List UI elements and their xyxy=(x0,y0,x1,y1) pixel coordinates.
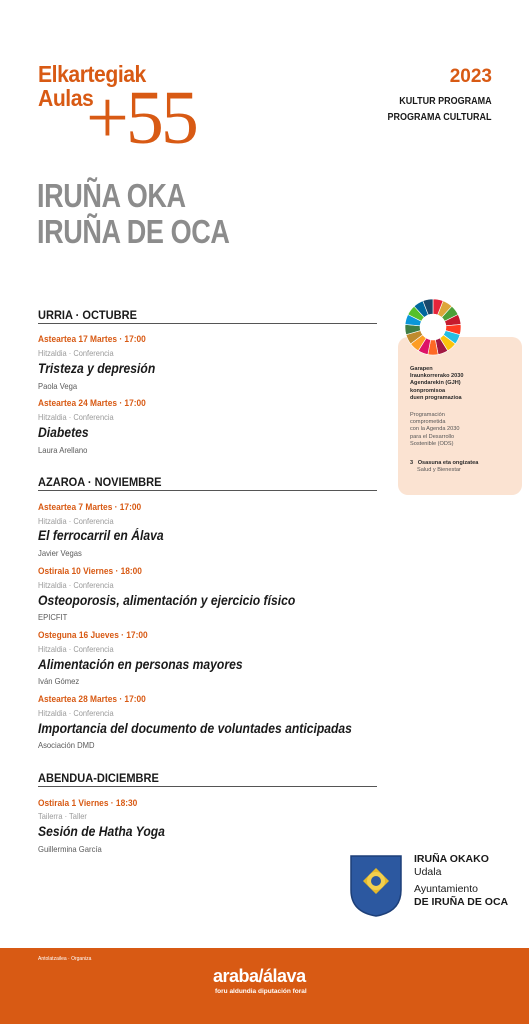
event-type: Hitzaldia · Conferencia xyxy=(38,708,114,718)
sdg-line: konpromisoa xyxy=(410,387,446,394)
municipality-es-line2: DE IRUÑA DE OCA xyxy=(414,896,509,908)
sdg-goal-es: Salud y Bienestar xyxy=(417,467,461,474)
event-title: Tristeza y depresión xyxy=(38,361,156,376)
event-type: Hitzaldia · Conferencia xyxy=(38,580,114,590)
sdg-line: para el Desarrollo xyxy=(410,433,455,440)
araba-alava-logo: araba/álava xyxy=(213,966,306,986)
event-title: Importancia del documento de voluntades anticipadas xyxy=(38,721,352,736)
event-title: Osteoporosis, alimentación y ejercicio físico xyxy=(38,593,296,608)
sdg-line: con la Agenda 2030 xyxy=(410,426,460,433)
sdg-line: Agendarekin (GJH) xyxy=(410,380,461,387)
event-type: Hitzaldia · Conferencia xyxy=(38,644,114,654)
coat-of-arms-icon xyxy=(349,854,403,918)
logo-line-elkartegiak: Elkartegiak xyxy=(38,61,146,87)
event-title: Sesión de Hatha Yoga xyxy=(38,824,165,839)
municipality-eu-line1: IRUÑA OKAKO xyxy=(414,853,489,865)
event-date: Asteartea 28 Martes · 17:00 xyxy=(38,694,146,705)
sdg-text-es xyxy=(410,412,515,448)
event-speaker: Javier Vegas xyxy=(38,548,82,558)
event-type: Tailerra · Taller xyxy=(38,811,87,821)
sdg-line: comprometida xyxy=(410,419,446,426)
araba-alava-logo-sub: foru aldundia diputación foral xyxy=(215,988,307,995)
event-title: Alimentación en personas mayores xyxy=(38,657,243,672)
footer-organizer-label: Antolatzailea · Organiza xyxy=(38,956,92,962)
event-speaker: Guillermina García xyxy=(38,844,102,854)
event-speaker: EPICFIT xyxy=(38,612,68,622)
logo-plus55: +55 xyxy=(86,76,196,160)
event-title: Diabetes xyxy=(38,425,89,440)
event-date: Asteartea 7 Martes · 17:00 xyxy=(38,502,142,513)
event-speaker: Iván Gómez xyxy=(38,676,80,686)
sdg-line: Garapen xyxy=(410,366,433,372)
section-title-october: URRIA · OCTUBRE xyxy=(38,308,137,322)
event-date: Ostirala 10 Viernes · 18:00 xyxy=(38,566,142,577)
program-label-es: PROGRAMA CULTURAL xyxy=(388,112,492,123)
sdg-goal-number: 3 xyxy=(410,460,414,466)
sdg-line: Programación xyxy=(410,412,445,418)
section-divider xyxy=(38,786,377,787)
event-date: Asteartea 24 Martes · 17:00 xyxy=(38,398,146,409)
town-name-eu: IRUÑA OKA xyxy=(37,177,186,214)
event-speaker: Paola Vega xyxy=(38,381,78,391)
event-speaker: Laura Arellano xyxy=(38,445,88,455)
footer-bar xyxy=(0,948,529,1024)
event-type: Hitzaldia · Conferencia xyxy=(38,348,114,358)
event-type: Hitzaldia · Conferencia xyxy=(38,516,114,526)
event-date: Osteguna 16 Jueves · 17:00 xyxy=(38,630,148,641)
municipality-es-line1: Ayuntamiento xyxy=(414,883,479,895)
event-speaker: Asociación DMD xyxy=(38,740,95,750)
municipality-eu-line2: Udala xyxy=(414,866,442,878)
event-date: Ostirala 1 Viernes · 18:30 xyxy=(38,798,138,809)
logo-line-aulas: Aulas xyxy=(38,85,94,111)
program-year: 2023 xyxy=(449,66,492,87)
section-divider xyxy=(38,323,377,324)
sdg-goal xyxy=(410,460,515,474)
section-title-november: AZAROA · NOVIEMBRE xyxy=(38,475,162,489)
sdg-text-eu xyxy=(410,366,515,402)
sdg-goal-eu: Osasuna eta ongizatea xyxy=(417,460,479,466)
sdg-line: Sostenible (ODS) xyxy=(410,440,454,447)
sdg-line: duen programazioa xyxy=(410,394,462,401)
sdg-wheel-icon xyxy=(404,298,462,356)
event-date: Asteartea 17 Martes · 17:00 xyxy=(38,334,146,345)
event-title: El ferrocarril en Álava xyxy=(38,528,164,543)
section-divider xyxy=(38,490,377,491)
section-title-december: ABENDUA-DICIEMBRE xyxy=(38,771,159,785)
sdg-line: Iraunkorrerako 2030 xyxy=(410,373,464,380)
town-name-es: IRUÑA DE OCA xyxy=(37,213,230,250)
event-type: Hitzaldia · Conferencia xyxy=(38,412,114,422)
program-label-eu: KULTUR PROGRAMA xyxy=(399,96,492,107)
